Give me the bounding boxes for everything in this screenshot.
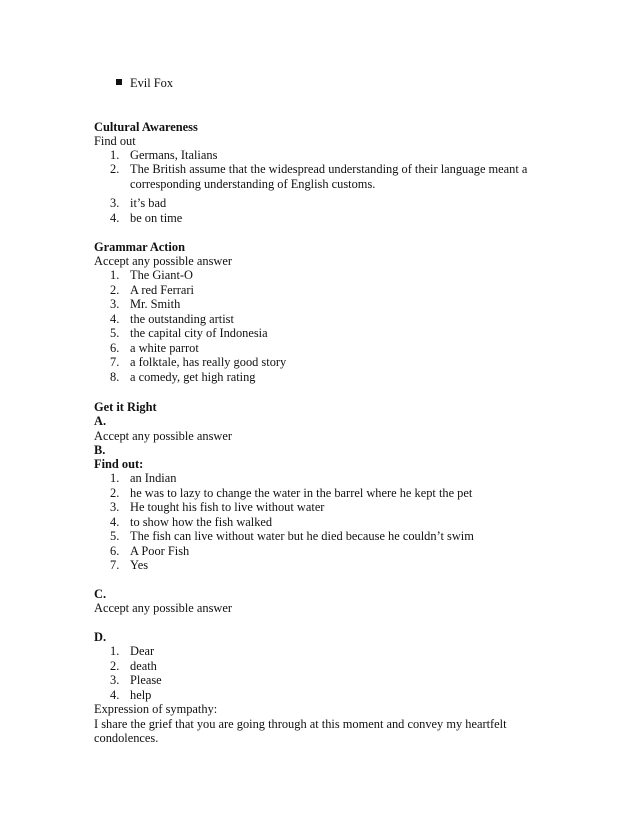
part-a-text: Accept any possible answer [94,429,232,443]
list-item: 4. help [110,688,152,702]
list-item: 3. He tought his fish to live without water [110,500,325,514]
part-d-label: D. [94,630,107,644]
section-heading-grammar: Grammar Action [94,240,185,254]
list-item: 1. Germans, Italians [110,148,218,162]
subheading-find-out: Find out [94,134,136,148]
list-item: 4. be on time [110,211,183,225]
list-item: 4. to show how the fish walked [110,515,273,529]
list-item: 8. a comedy, get high rating [110,370,256,384]
list-item: 3. Please [110,673,162,687]
expression-text-line-2: condolences. [94,731,159,745]
list-item: 1. Dear [110,644,155,658]
square-bullet-icon [116,79,122,85]
subheading-accept: Accept any possible answer [94,254,232,268]
list-item: 2. he was to lazy to change the water in the barrel where he kept the pet [110,486,473,500]
bullet-text: Evil Fox [130,76,174,90]
section-heading-cultural: Cultural Awareness [94,120,198,134]
list-item: 5. The fish can live without water but he died because he couldn’t swim [110,529,474,543]
list-item: 6. A Poor Fish [110,544,190,558]
list-item: 4. the outstanding artist [110,312,234,326]
list-item: 2. death [110,659,157,673]
list-item: 7. a folktale, has really good story [110,355,287,369]
list-item: 1. an Indian [110,471,177,485]
section-heading-get-it-right: Get it Right [94,400,157,414]
list-item: 1. The Giant-O [110,268,193,282]
expression-label: Expression of sympathy: [94,702,218,716]
list-item: 3. it’s bad [110,196,167,210]
list-item: 6. a white parrot [110,341,199,355]
part-a-label: A. [94,414,107,428]
list-item: 7. Yes [110,558,149,572]
part-b-label: B. [94,443,106,457]
list-item: 3. Mr. Smith [110,297,181,311]
bullet-item [116,76,173,90]
list-item: 5. the capital city of Indonesia [110,326,268,340]
list-item: 2. The British assume that the widespread understanding of their language meant a [110,162,528,176]
list-item: 2. A red Ferrari [110,283,194,297]
part-b-sub: Find out: [94,457,144,471]
part-c-label: C. [94,587,107,601]
expression-text-line-1: I share the grief that you are going through at this moment and convey my heartfelt [94,717,507,731]
list-item-continuation: corresponding understanding of English customs. [130,177,376,191]
part-c-text: Accept any possible answer [94,601,232,615]
